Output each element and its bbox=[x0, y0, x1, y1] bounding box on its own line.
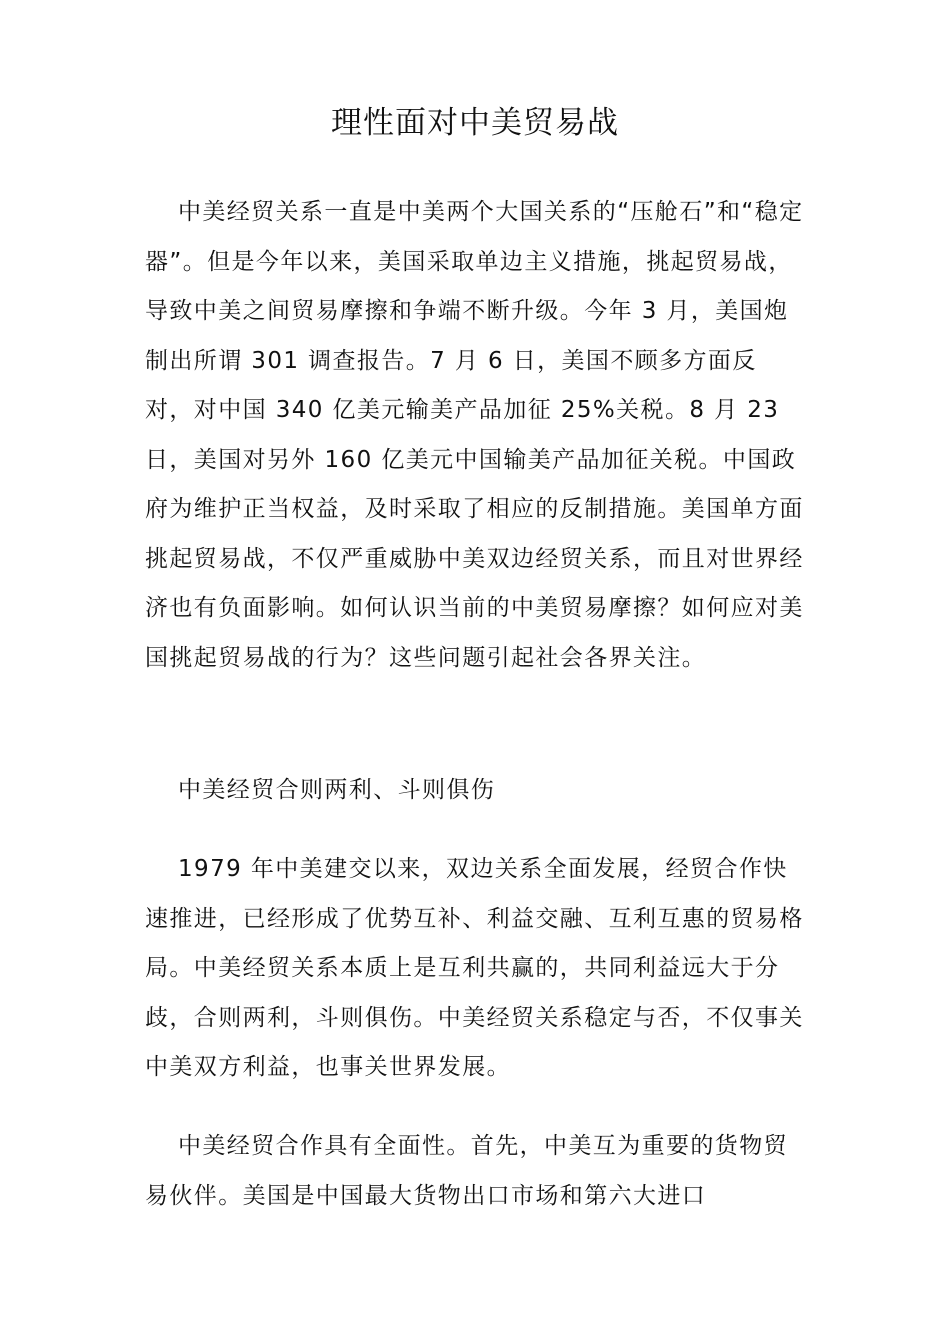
paragraph-intro: 中美经贸关系一直是中美两个大国关系的“压舱石”和“稳定器”。但是今年以来，美国采取单边主义措施，挑起贸易战，导致中美之间贸易摩擦和争端不断升级。今年 3 月，美国炮制出所谓 301 调查报告。7 月 6 日，美国不顾多方面反对，对中国 340 亿美元输美产品加征 25%关税。8 月 23 日，美国对另外 160 亿美元中国输美产品加征关税。中国政府为维护正当权益，及时采取了相应的反制措施。美国单方面挑起贸易战，不仅严重威胁中美双边经贸关系，而且对世界经济也有负面影响。如何认识当前的中美贸易摩擦？如何应对美国挑起贸易战的行为？这些问题引起社会各界关注。 bbox=[145, 199, 804, 671]
document-title: 理性面对中美贸易战 bbox=[331, 105, 619, 141]
paragraph-history: 1979 年中美建交以来，双边关系全面发展，经贸合作快速推进，已经形成了优势互补、利益交融、互利互惠的贸易格局。中美经贸关系本质上是互利共赢的，共同利益远大于分歧，合则两利，斗则俱伤。中美经贸关系稳定与否，不仅事关中美双方利益，也事关世界发展。 bbox=[145, 856, 804, 1080]
section-heading: 中美经贸合则两利、斗则俱伤 bbox=[178, 777, 496, 803]
paragraph-cooperation: 中美经贸合作具有全面性。首先，中美互为重要的货物贸易伙伴。美国是中国最大货物出口市场和第六大进口 bbox=[145, 1133, 788, 1209]
